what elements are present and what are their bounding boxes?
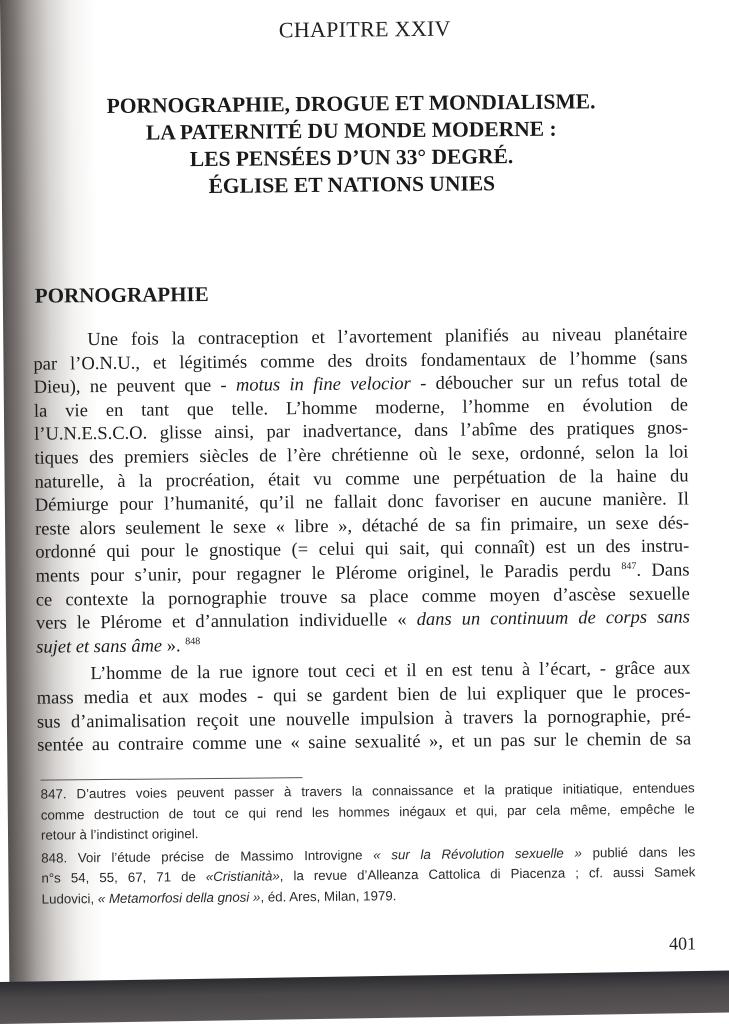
italic-phrase: sujet et sans âme	[36, 636, 163, 658]
text-run: , la revue d’Alleanza Cattolica di Piacenza ; cf. aussi Samek	[279, 864, 696, 884]
text-run: Voir l’étude précise de Massimo Introvigne	[67, 846, 374, 865]
text-line: reste alors seulement le sexe « libre », détaché de sa fin primaire, un sexe dés-	[34, 513, 690, 540]
footnote-number: 848.	[41, 849, 68, 866]
footnote-848	[41, 842, 696, 910]
text-run: - déboucher sur un refus total de	[410, 371, 688, 395]
footnote-line: comme destruction de tout ce qui rend les hommes inégaux et qui, par cela même, empêche le	[40, 800, 695, 823]
footnote-line: retour à l’indistinct originel.	[40, 826, 199, 843]
italic-phrase: dans un continuum de corps sans	[416, 607, 691, 631]
text-line: ce contexte la pornographie trouve sa place comme moyen d’ascèse sexuelle	[35, 583, 690, 611]
paragraph-1	[33, 323, 690, 660]
footnotes	[41, 778, 696, 909]
text-line: sus d’animalisation reçoit une nouvelle impulsion à travers la pornographie, pré-	[36, 705, 691, 733]
text-run: Dieu), ne peuvent que -	[33, 375, 237, 398]
text-run: ».	[162, 635, 186, 657]
text-run: , éd. Ares, Milan, 1979.	[260, 887, 397, 905]
text-run: n°s 54, 55, 67, 71 de	[41, 869, 206, 886]
text-line: l’U.N.E.S.C.O. glisse ainsi, par inadvertance, dans l’abîme des pratiques gnos-	[34, 418, 689, 446]
text-line: Une fois la contraception et l’avortement planifiés au niveau planétaire	[87, 324, 688, 351]
text-run: publié dans les	[581, 843, 696, 860]
text-run: Ludovici,	[41, 890, 98, 907]
title-line: PORNOGRAPHIE, DROGUE ET MONDIALISME.	[106, 89, 596, 118]
text-run: vers le Plérome et d’annulation individuelle «	[35, 610, 417, 634]
footnote-ref-847[interactable]: 847	[621, 560, 637, 572]
section-heading: PORNOGRAPHIE	[34, 282, 209, 308]
paragraph-2	[36, 658, 691, 759]
italic-phrase: « Metamorfosi della gnosi »	[97, 889, 261, 906]
chapter-heading: CHAPITRE XXIV	[278, 15, 451, 43]
footnote-847	[41, 778, 696, 846]
title-line: ÉGLISE ET NATIONS UNIES	[208, 171, 496, 199]
text-line: naturelle, à la procréation, était vu comme une perpétuation de la haine du	[34, 465, 689, 493]
text-line: L’homme de la rue ignore tout ceci et il en est tenu à l’écart, - grâce aux	[90, 658, 691, 685]
text-line: mass media et aux modes - qui se gardent bien de lui expliquer que le proces-	[36, 682, 691, 709]
text-run: ments pour s’unir, pour regagner le Plérome originel, le Paradis perdu	[35, 560, 622, 587]
text-line: la vie en tant que telle. L’homme moderne, l’homme en évolution de	[33, 395, 689, 422]
text-run: D’autres voies peuvent passer à travers la connaissance et la pratique initiatique, entendues	[66, 780, 695, 802]
text-run: . Dans	[636, 560, 690, 581]
text-line: par l’O.N.U., et légitimés comme des droits fondamentaux de l’homme (sans	[33, 348, 688, 375]
text-line: ordonné qui pour le gnostique (= celui qui sait, qui connaît) est un des instru-	[35, 536, 690, 564]
footnote-number: 847.	[40, 786, 67, 802]
page-number: 401	[668, 933, 697, 954]
italic-phrase: motus in fine velocior	[235, 374, 411, 396]
text-line: Démiurge pour l’humanité, qu’il ne fallait donc favoriser en aucune manière. Il	[34, 489, 689, 516]
italic-phrase: «Cristianità»	[205, 868, 280, 885]
text-line: tiques des premiers siècles de l’ère chrétienne où le sexe, ordonné, selon la loi	[34, 442, 689, 469]
text-line: sentée au contraire comme une « saine sexualité », et un pas sur le chemin de sa	[37, 729, 692, 756]
title-line: LA PATERNITÉ DU MONDE MODERNE :	[145, 116, 557, 145]
title-line: LES PENSÉES D’UN 33° DEGRÉ.	[189, 144, 514, 172]
footnote-ref-848[interactable]: 848	[185, 635, 201, 647]
footnote-divider	[40, 777, 302, 781]
body-text	[33, 323, 691, 758]
chapter-title	[41, 88, 662, 202]
italic-phrase: « sur la Révolution sexuelle »	[373, 844, 582, 862]
